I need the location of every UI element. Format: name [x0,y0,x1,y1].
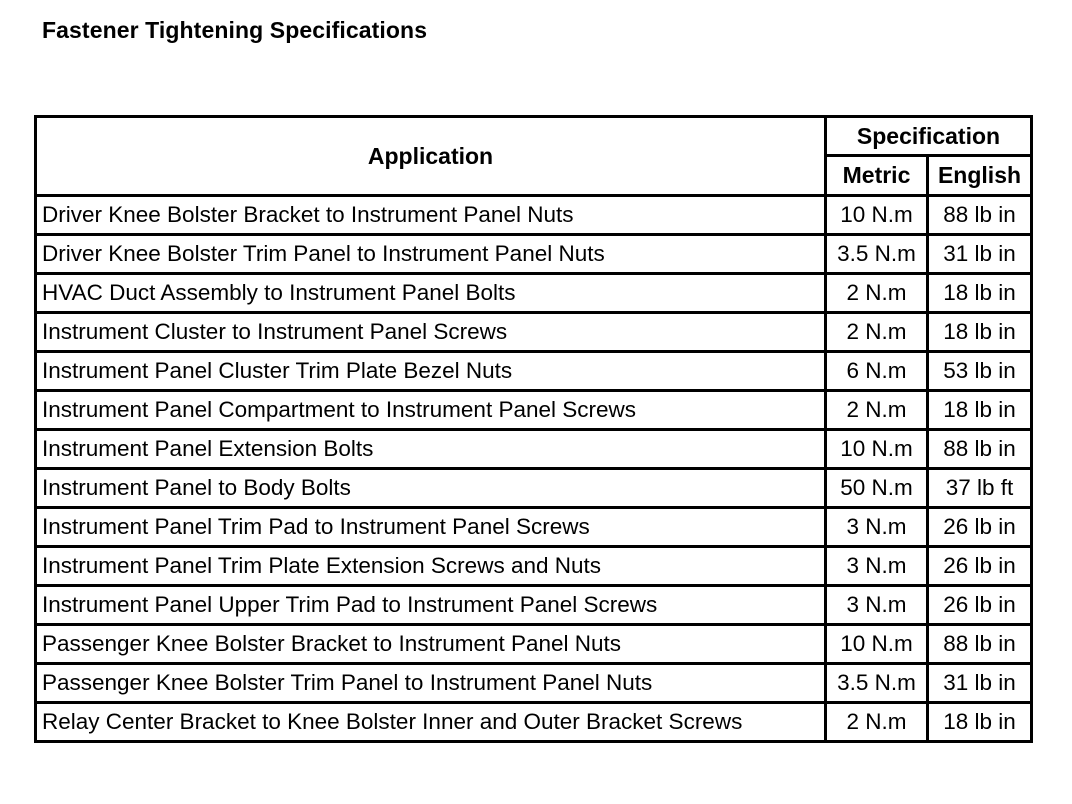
english-value-cell: 18 lb in [928,274,1032,313]
english-value-cell: 18 lb in [928,313,1032,352]
english-header: English [928,156,1032,196]
english-value-cell: 26 lb in [928,508,1032,547]
application-cell: Passenger Knee Bolster Trim Panel to Instrument Panel Nuts [36,664,826,703]
metric-value-cell: 2 N.m [826,274,928,313]
table-row [36,469,1032,508]
metric-value-cell: 2 N.m [826,703,928,742]
table-row [36,313,1032,352]
metric-value-cell: 50 N.m [826,469,928,508]
metric-value-cell: 6 N.m [826,352,928,391]
application-cell: HVAC Duct Assembly to Instrument Panel Bolts [36,274,826,313]
english-value-cell: 37 lb ft [928,469,1032,508]
fastener-spec-table [34,115,1033,743]
metric-value-cell: 3 N.m [826,586,928,625]
english-value-cell: 88 lb in [928,196,1032,235]
table-row [36,274,1032,313]
english-value-cell: 26 lb in [928,586,1032,625]
table-row [36,664,1032,703]
application-header: Application [36,117,826,196]
table-row [36,196,1032,235]
metric-value-cell: 10 N.m [826,430,928,469]
metric-value-cell: 10 N.m [826,196,928,235]
application-cell: Relay Center Bracket to Knee Bolster Inner and Outer Bracket Screws [36,703,826,742]
table-row [36,703,1032,742]
metric-value-cell: 3 N.m [826,508,928,547]
spec-table-body [36,196,1032,742]
english-value-cell: 31 lb in [928,664,1032,703]
english-value-cell: 18 lb in [928,703,1032,742]
metric-header: Metric [826,156,928,196]
metric-value-cell: 3.5 N.m [826,664,928,703]
english-value-cell: 88 lb in [928,430,1032,469]
application-cell: Instrument Panel to Body Bolts [36,469,826,508]
english-value-cell: 31 lb in [928,235,1032,274]
application-cell: Instrument Panel Trim Pad to Instrument Panel Screws [36,508,826,547]
application-cell: Instrument Panel Trim Plate Extension Screws and Nuts [36,547,826,586]
application-cell: Driver Knee Bolster Trim Panel to Instrument Panel Nuts [36,235,826,274]
english-value-cell: 18 lb in [928,391,1032,430]
table-row [36,586,1032,625]
application-cell: Instrument Panel Upper Trim Pad to Instrument Panel Screws [36,586,826,625]
table-row [36,547,1032,586]
application-cell: Instrument Panel Compartment to Instrument Panel Screws [36,391,826,430]
application-cell: Instrument Panel Cluster Trim Plate Bezel Nuts [36,352,826,391]
application-cell: Instrument Cluster to Instrument Panel Screws [36,313,826,352]
application-cell: Instrument Panel Extension Bolts [36,430,826,469]
table-row [36,235,1032,274]
english-value-cell: 26 lb in [928,547,1032,586]
metric-value-cell: 2 N.m [826,391,928,430]
table-row [36,352,1032,391]
metric-value-cell: 10 N.m [826,625,928,664]
application-cell: Passenger Knee Bolster Bracket to Instrument Panel Nuts [36,625,826,664]
metric-value-cell: 2 N.m [826,313,928,352]
application-cell: Driver Knee Bolster Bracket to Instrument Panel Nuts [36,196,826,235]
metric-value-cell: 3.5 N.m [826,235,928,274]
table-row [36,430,1032,469]
specification-header: Specification [826,117,1032,156]
page-title: Fastener Tightening Specifications [42,17,428,43]
table-row [36,625,1032,664]
metric-value-cell: 3 N.m [826,547,928,586]
table-row [36,508,1032,547]
english-value-cell: 53 lb in [928,352,1032,391]
table-row [36,391,1032,430]
english-value-cell: 88 lb in [928,625,1032,664]
